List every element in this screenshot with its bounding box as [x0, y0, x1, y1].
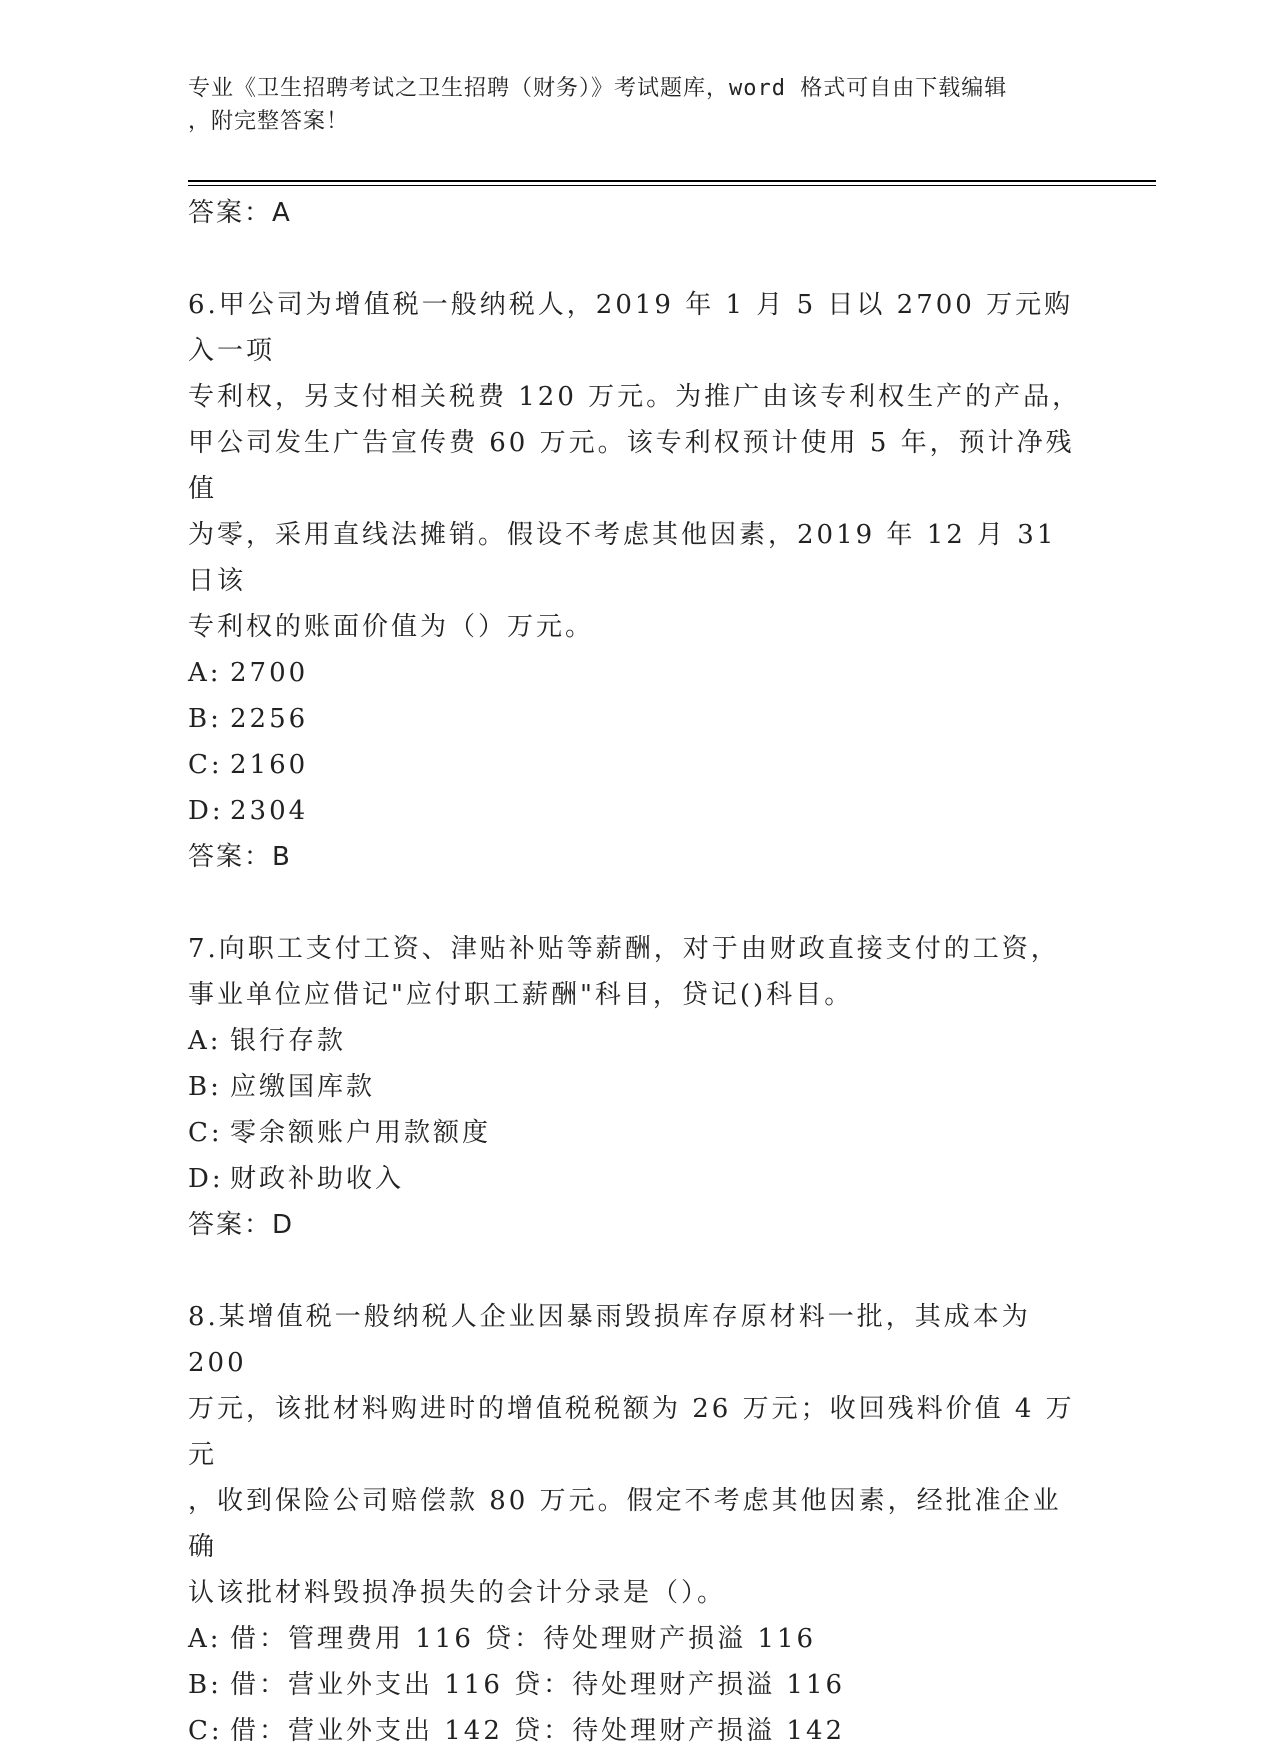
- option-c: [188, 1110, 1088, 1156]
- previous-answer: 答案：A: [188, 198, 292, 228]
- question-6: [188, 282, 1088, 880]
- option-c: [188, 1708, 1088, 1754]
- question-stem-line: 专利权，另支付相关税费 120 万元。为推广由该专利权生产的产品，: [188, 382, 1082, 412]
- option-key: A:: [188, 1624, 222, 1654]
- option-text: 2160: [230, 750, 309, 780]
- option-text: 财政补助收入: [230, 1164, 405, 1194]
- header-line-2: ，附完整答案！: [188, 109, 350, 134]
- option-key: A:: [188, 658, 222, 688]
- option-key: B:: [188, 704, 222, 734]
- option-key: D:: [188, 1164, 224, 1194]
- option-key: C:: [188, 1118, 223, 1148]
- question-content: [188, 190, 1088, 1754]
- question-stem-line: 万元，该批材料购进时的增值税税额为 26 万元；收回残料价值 4 万元: [188, 1394, 1075, 1470]
- option-text: 2700: [230, 658, 309, 688]
- header-divider-thin: [188, 185, 1156, 186]
- option-key: D:: [188, 796, 224, 826]
- option-text: 银行存款: [230, 1026, 347, 1056]
- option-key: B:: [188, 1072, 222, 1102]
- question-stem-line: ，收到保险公司赔偿款 80 万元。假定不考虑其他因素，经批准企业确: [188, 1486, 1062, 1562]
- question-stem-line: 专利权的账面价值为（）万元。: [188, 612, 595, 642]
- header-line-1: 专业《卫生招聘考试之卫生招聘（财务）》考试题库，word 格式可自由下载编辑: [188, 76, 1008, 101]
- option-text: 借：营业外支出 142 贷：待处理财产损溢 142: [230, 1716, 846, 1746]
- question-8: [188, 1294, 1088, 1754]
- option-key: A:: [188, 1026, 222, 1056]
- question-stem-line: 甲公司发生广告宣传费 60 万元。该专利权预计使用 5 年，预计净残值: [188, 428, 1075, 504]
- question-answer: 答案：D: [188, 1210, 295, 1240]
- option-key: C:: [188, 750, 223, 780]
- option-text: 应缴国库款: [230, 1072, 376, 1102]
- question-stem-line: 6.甲公司为增值税一般纳税人，2019 年 1 月 5 日以 2700 万元购入一项: [188, 290, 1074, 366]
- option-text: 2256: [230, 704, 309, 734]
- option-text: 借：管理费用 116 贷：待处理财产损溢 116: [230, 1624, 817, 1654]
- option-text: 零余额账户用款额度: [230, 1118, 492, 1148]
- header-divider-thick: [188, 180, 1156, 182]
- option-b: [188, 696, 1088, 742]
- page-header: [188, 72, 1088, 138]
- question-stem-line: 8.某增值税一般纳税人企业因暴雨毁损库存原材料一批，其成本为 200: [188, 1302, 1031, 1378]
- option-text: 2304: [230, 796, 309, 826]
- option-c: [188, 742, 1088, 788]
- option-a: [188, 1616, 1088, 1662]
- question-7: [188, 926, 1088, 1248]
- option-a: [188, 1018, 1088, 1064]
- option-d: [188, 1156, 1088, 1202]
- option-a: [188, 650, 1088, 696]
- option-b: [188, 1662, 1088, 1708]
- question-answer: 答案：B: [188, 842, 292, 872]
- option-b: [188, 1064, 1088, 1110]
- option-d: [188, 788, 1088, 834]
- question-stem-line: 为零，采用直线法摊销。假设不考虑其他因素，2019 年 12 月 31 日该: [188, 520, 1057, 596]
- question-stem-line: 认该批材料毁损净损失的会计分录是（）。: [188, 1578, 727, 1608]
- question-stem-line: 7.向职工支付工资、津贴补贴等薪酬，对于由财政直接支付的工资，: [188, 934, 1060, 964]
- option-text: 借：营业外支出 116 贷：待处理财产损溢 116: [230, 1670, 846, 1700]
- option-key: C:: [188, 1716, 223, 1746]
- question-stem-line: 事业单位应借记"应付职工薪酬"科目，贷记()科目。: [188, 980, 854, 1010]
- option-key: B:: [188, 1670, 222, 1700]
